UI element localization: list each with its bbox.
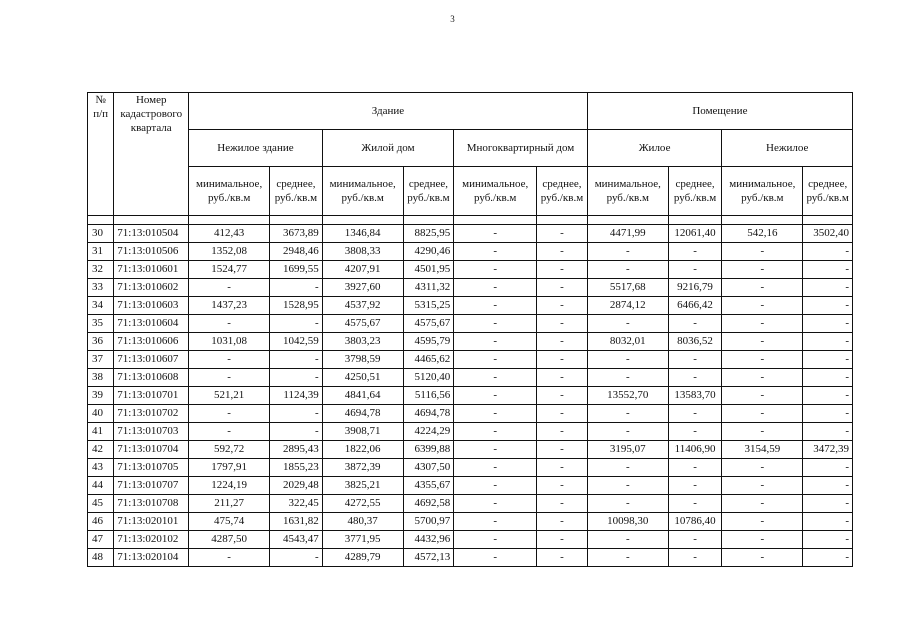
nonres-premises-avg-cell: - xyxy=(803,477,853,495)
cadastral-number-cell: 71:13:010608 xyxy=(114,369,189,387)
res-house-avg-cell: 5120,40 xyxy=(403,369,454,387)
apartment-avg-cell: - xyxy=(537,459,588,477)
apartment-min-cell: - xyxy=(454,531,537,549)
res-premises-avg-cell: 6466,42 xyxy=(668,297,722,315)
apartment-avg-cell: - xyxy=(537,513,588,531)
nonres-building-min-cell: 4287,50 xyxy=(189,531,270,549)
page-number: 3 xyxy=(450,14,455,24)
header-nonresidential: Нежилое xyxy=(722,130,853,167)
cadastral-number-cell: 71:13:010602 xyxy=(114,279,189,297)
res-house-avg-cell: 5700,97 xyxy=(403,513,454,531)
header-premises: Помещение xyxy=(587,93,852,130)
res-premises-min-cell: - xyxy=(587,405,668,423)
nonres-premises-avg-cell: - xyxy=(803,315,853,333)
table-row xyxy=(88,513,853,531)
nonres-building-min-cell: - xyxy=(189,405,270,423)
res-house-min-cell: 4250,51 xyxy=(322,369,403,387)
res-house-min-cell: 4841,64 xyxy=(322,387,403,405)
apartment-min-cell: - xyxy=(454,405,537,423)
res-premises-avg-cell: 11406,90 xyxy=(668,441,722,459)
res-premises-min-cell: - xyxy=(587,351,668,369)
header-avg: среднее, руб./кв.м xyxy=(537,167,588,216)
header-cadastral: Номер кадастрового квартала xyxy=(114,93,189,216)
nonres-premises-avg-cell: - xyxy=(803,513,853,531)
table-row xyxy=(88,297,853,315)
nonres-building-avg-cell: 4543,47 xyxy=(270,531,323,549)
res-house-avg-cell: 8825,95 xyxy=(403,225,454,243)
table-row xyxy=(88,333,853,351)
nonres-premises-avg-cell: - xyxy=(803,243,853,261)
apartment-avg-cell: - xyxy=(537,531,588,549)
nonres-premises-min-cell: - xyxy=(722,477,803,495)
res-premises-avg-cell: - xyxy=(668,405,722,423)
cadastral-number-cell: 71:13:010603 xyxy=(114,297,189,315)
cadastral-number-cell: 71:13:010601 xyxy=(114,261,189,279)
nonres-building-avg-cell: - xyxy=(270,369,323,387)
apartment-avg-cell: - xyxy=(537,369,588,387)
apartment-avg-cell: - xyxy=(537,477,588,495)
res-premises-avg-cell: - xyxy=(668,243,722,261)
res-premises-min-cell: - xyxy=(587,495,668,513)
res-house-min-cell: 3808,33 xyxy=(322,243,403,261)
nonres-premises-avg-cell: - xyxy=(803,387,853,405)
apartment-avg-cell: - xyxy=(537,261,588,279)
row-number-cell: 41 xyxy=(88,423,114,441)
res-premises-min-cell: 3195,07 xyxy=(587,441,668,459)
apartment-min-cell: - xyxy=(454,279,537,297)
res-premises-avg-cell: 9216,79 xyxy=(668,279,722,297)
res-house-avg-cell: 4311,32 xyxy=(403,279,454,297)
nonres-premises-avg-cell: - xyxy=(803,279,853,297)
nonres-building-min-cell: 1524,77 xyxy=(189,261,270,279)
res-premises-avg-cell: - xyxy=(668,531,722,549)
table-row xyxy=(88,315,853,333)
nonres-building-min-cell: 1224,19 xyxy=(189,477,270,495)
row-number-cell: 43 xyxy=(88,459,114,477)
nonres-building-avg-cell: 1528,95 xyxy=(270,297,323,315)
nonres-premises-avg-cell: 3472,39 xyxy=(803,441,853,459)
nonres-building-avg-cell: 2948,46 xyxy=(270,243,323,261)
res-premises-min-cell: - xyxy=(587,261,668,279)
res-premises-min-cell: - xyxy=(587,549,668,567)
nonres-premises-min-cell: - xyxy=(722,549,803,567)
header-residential: Жилое xyxy=(587,130,722,167)
row-number-cell: 47 xyxy=(88,531,114,549)
nonres-building-avg-cell: 1699,55 xyxy=(270,261,323,279)
res-house-avg-cell: 4224,29 xyxy=(403,423,454,441)
cadastral-number-cell: 71:13:010606 xyxy=(114,333,189,351)
nonres-premises-avg-cell: - xyxy=(803,297,853,315)
apartment-min-cell: - xyxy=(454,513,537,531)
table-row xyxy=(88,351,853,369)
res-premises-min-cell: - xyxy=(587,459,668,477)
nonres-building-min-cell: - xyxy=(189,351,270,369)
table-row xyxy=(88,405,853,423)
cadastral-number-cell: 71:13:020104 xyxy=(114,549,189,567)
row-number-cell: 44 xyxy=(88,477,114,495)
row-number-cell: 33 xyxy=(88,279,114,297)
apartment-avg-cell: - xyxy=(537,243,588,261)
res-house-min-cell: 3825,21 xyxy=(322,477,403,495)
nonres-premises-min-cell: - xyxy=(722,351,803,369)
nonres-building-avg-cell: 3673,89 xyxy=(270,225,323,243)
nonres-premises-min-cell: - xyxy=(722,279,803,297)
apartment-min-cell: - xyxy=(454,459,537,477)
row-number-cell: 38 xyxy=(88,369,114,387)
header-min: минимальное, руб./кв.м xyxy=(587,167,668,216)
res-house-avg-cell: 5116,56 xyxy=(403,387,454,405)
row-number-cell: 40 xyxy=(88,405,114,423)
res-house-min-cell: 3927,60 xyxy=(322,279,403,297)
apartment-min-cell: - xyxy=(454,243,537,261)
apartment-min-cell: - xyxy=(454,477,537,495)
nonres-premises-min-cell: - xyxy=(722,297,803,315)
cadastral-number-cell: 71:13:010607 xyxy=(114,351,189,369)
table-row xyxy=(88,225,853,243)
nonres-premises-avg-cell: - xyxy=(803,261,853,279)
header-spacer-row xyxy=(88,216,853,225)
nonres-premises-avg-cell: - xyxy=(803,333,853,351)
res-premises-min-cell: - xyxy=(587,423,668,441)
row-number-cell: 31 xyxy=(88,243,114,261)
apartment-avg-cell: - xyxy=(537,297,588,315)
table-row xyxy=(88,549,853,567)
res-house-min-cell: 3798,59 xyxy=(322,351,403,369)
nonres-building-avg-cell: - xyxy=(270,423,323,441)
res-house-avg-cell: 4501,95 xyxy=(403,261,454,279)
apartment-min-cell: - xyxy=(454,495,537,513)
res-premises-min-cell: 8032,01 xyxy=(587,333,668,351)
res-house-min-cell: 4289,79 xyxy=(322,549,403,567)
cadastral-number-cell: 71:13:020101 xyxy=(114,513,189,531)
nonres-premises-avg-cell: - xyxy=(803,369,853,387)
nonres-premises-avg-cell: - xyxy=(803,549,853,567)
res-premises-min-cell: - xyxy=(587,243,668,261)
apartment-min-cell: - xyxy=(454,225,537,243)
row-number-cell: 42 xyxy=(88,441,114,459)
row-number-cell: 37 xyxy=(88,351,114,369)
nonres-building-min-cell: 1352,08 xyxy=(189,243,270,261)
res-house-min-cell: 4207,91 xyxy=(322,261,403,279)
cadastral-number-cell: 71:13:010504 xyxy=(114,225,189,243)
row-number-cell: 39 xyxy=(88,387,114,405)
res-premises-avg-cell: 13583,70 xyxy=(668,387,722,405)
apartment-min-cell: - xyxy=(454,549,537,567)
header-avg: среднее, руб./кв.м xyxy=(803,167,853,216)
res-house-min-cell: 3771,95 xyxy=(322,531,403,549)
cadastral-number-cell: 71:13:010708 xyxy=(114,495,189,513)
nonres-building-avg-cell: - xyxy=(270,279,323,297)
res-house-avg-cell: 4355,67 xyxy=(403,477,454,495)
apartment-avg-cell: - xyxy=(537,549,588,567)
res-premises-avg-cell: 10786,40 xyxy=(668,513,722,531)
nonres-premises-min-cell: 542,16 xyxy=(722,225,803,243)
row-number-cell: 46 xyxy=(88,513,114,531)
res-house-min-cell: 4272,55 xyxy=(322,495,403,513)
nonres-premises-min-cell: - xyxy=(722,261,803,279)
row-number-cell: 34 xyxy=(88,297,114,315)
row-number-cell: 48 xyxy=(88,549,114,567)
res-house-min-cell: 3872,39 xyxy=(322,459,403,477)
nonres-building-min-cell: - xyxy=(189,549,270,567)
nonres-building-avg-cell: - xyxy=(270,549,323,567)
res-premises-min-cell: 10098,30 xyxy=(587,513,668,531)
cadastral-number-cell: 71:13:010701 xyxy=(114,387,189,405)
nonres-building-min-cell: 1437,23 xyxy=(189,297,270,315)
nonres-premises-avg-cell: - xyxy=(803,495,853,513)
apartment-avg-cell: - xyxy=(537,423,588,441)
apartment-avg-cell: - xyxy=(537,279,588,297)
row-number-cell: 30 xyxy=(88,225,114,243)
table-row xyxy=(88,423,853,441)
res-house-avg-cell: 4432,96 xyxy=(403,531,454,549)
res-premises-min-cell: 5517,68 xyxy=(587,279,668,297)
res-premises-avg-cell: - xyxy=(668,495,722,513)
res-premises-min-cell: - xyxy=(587,477,668,495)
apartment-min-cell: - xyxy=(454,315,537,333)
cadastral-number-cell: 71:13:010702 xyxy=(114,405,189,423)
res-house-avg-cell: 4575,67 xyxy=(403,315,454,333)
res-premises-min-cell: 4471,99 xyxy=(587,225,668,243)
nonres-building-min-cell: 1797,91 xyxy=(189,459,270,477)
nonres-premises-min-cell: - xyxy=(722,495,803,513)
nonres-building-avg-cell: - xyxy=(270,405,323,423)
apartment-avg-cell: - xyxy=(537,405,588,423)
nonres-building-min-cell: 412,43 xyxy=(189,225,270,243)
header-num: № п/п xyxy=(88,93,114,216)
cadastral-number-cell: 71:13:010705 xyxy=(114,459,189,477)
res-premises-avg-cell: - xyxy=(668,369,722,387)
nonres-premises-avg-cell: - xyxy=(803,423,853,441)
res-premises-avg-cell: 12061,40 xyxy=(668,225,722,243)
apartment-avg-cell: - xyxy=(537,315,588,333)
apartment-avg-cell: - xyxy=(537,495,588,513)
header-min: минимальное, руб./кв.м xyxy=(722,167,803,216)
cadastral-number-cell: 71:13:020102 xyxy=(114,531,189,549)
nonres-building-avg-cell: - xyxy=(270,351,323,369)
header-building: Здание xyxy=(189,93,588,130)
res-premises-min-cell: - xyxy=(587,369,668,387)
table-row xyxy=(88,279,853,297)
res-house-avg-cell: 4692,58 xyxy=(403,495,454,513)
cadastral-number-cell: 71:13:010604 xyxy=(114,315,189,333)
res-house-avg-cell: 4465,62 xyxy=(403,351,454,369)
res-house-min-cell: 1346,84 xyxy=(322,225,403,243)
cadastral-number-cell: 71:13:010506 xyxy=(114,243,189,261)
res-house-min-cell: 4694,78 xyxy=(322,405,403,423)
nonres-premises-min-cell: - xyxy=(722,243,803,261)
apartment-min-cell: - xyxy=(454,261,537,279)
res-premises-avg-cell: - xyxy=(668,315,722,333)
header-nonresidential-building: Нежилое здание xyxy=(189,130,323,167)
res-house-avg-cell: 5315,25 xyxy=(403,297,454,315)
nonres-building-avg-cell: 1855,23 xyxy=(270,459,323,477)
nonres-building-avg-cell: 1042,59 xyxy=(270,333,323,351)
apartment-min-cell: - xyxy=(454,297,537,315)
res-house-min-cell: 4537,92 xyxy=(322,297,403,315)
nonres-building-min-cell: - xyxy=(189,315,270,333)
nonres-building-min-cell: 211,27 xyxy=(189,495,270,513)
res-premises-avg-cell: 8036,52 xyxy=(668,333,722,351)
res-premises-min-cell: - xyxy=(587,315,668,333)
nonres-building-min-cell: 1031,08 xyxy=(189,333,270,351)
res-house-min-cell: 3908,71 xyxy=(322,423,403,441)
res-house-avg-cell: 4595,79 xyxy=(403,333,454,351)
header-min: минимальное, руб./кв.м xyxy=(322,167,403,216)
nonres-premises-min-cell: - xyxy=(722,531,803,549)
nonres-premises-min-cell: - xyxy=(722,405,803,423)
apartment-avg-cell: - xyxy=(537,333,588,351)
nonres-premises-min-cell: - xyxy=(722,513,803,531)
table-row xyxy=(88,459,853,477)
nonres-building-min-cell: - xyxy=(189,279,270,297)
res-house-avg-cell: 4307,50 xyxy=(403,459,454,477)
row-number-cell: 36 xyxy=(88,333,114,351)
nonres-premises-avg-cell: - xyxy=(803,459,853,477)
cadastral-number-cell: 71:13:010704 xyxy=(114,441,189,459)
table-row xyxy=(88,243,853,261)
apartment-avg-cell: - xyxy=(537,225,588,243)
nonres-premises-min-cell: - xyxy=(722,459,803,477)
header-min: минимальное, руб./кв.м xyxy=(189,167,270,216)
nonres-building-min-cell: 521,21 xyxy=(189,387,270,405)
res-premises-avg-cell: - xyxy=(668,423,722,441)
nonres-building-avg-cell: 1631,82 xyxy=(270,513,323,531)
apartment-min-cell: - xyxy=(454,387,537,405)
res-house-min-cell: 4575,67 xyxy=(322,315,403,333)
res-premises-avg-cell: - xyxy=(668,549,722,567)
nonres-premises-min-cell: - xyxy=(722,387,803,405)
header-avg: среднее, руб./кв.м xyxy=(270,167,323,216)
header-avg: среднее, руб./кв.м xyxy=(668,167,722,216)
cadastral-number-cell: 71:13:010707 xyxy=(114,477,189,495)
nonres-premises-min-cell: - xyxy=(722,333,803,351)
nonres-building-avg-cell: 1124,39 xyxy=(270,387,323,405)
res-house-avg-cell: 6399,88 xyxy=(403,441,454,459)
apartment-min-cell: - xyxy=(454,333,537,351)
apartment-min-cell: - xyxy=(454,369,537,387)
nonres-premises-min-cell: - xyxy=(722,315,803,333)
nonres-building-avg-cell: - xyxy=(270,315,323,333)
apartment-avg-cell: - xyxy=(537,351,588,369)
table-row xyxy=(88,531,853,549)
res-house-avg-cell: 4694,78 xyxy=(403,405,454,423)
table-row xyxy=(88,441,853,459)
row-number-cell: 35 xyxy=(88,315,114,333)
apartment-min-cell: - xyxy=(454,351,537,369)
nonres-premises-min-cell: - xyxy=(722,369,803,387)
nonres-premises-min-cell: 3154,59 xyxy=(722,441,803,459)
nonres-building-min-cell: - xyxy=(189,423,270,441)
apartment-avg-cell: - xyxy=(537,441,588,459)
nonres-building-min-cell: 592,72 xyxy=(189,441,270,459)
cadastral-number-cell: 71:13:010703 xyxy=(114,423,189,441)
res-premises-avg-cell: - xyxy=(668,477,722,495)
nonres-premises-min-cell: - xyxy=(722,423,803,441)
apartment-min-cell: - xyxy=(454,423,537,441)
res-premises-min-cell: 2874,12 xyxy=(587,297,668,315)
header-min: минимальное, руб./кв.м xyxy=(454,167,537,216)
header-apartment-building: Многоквартирный дом xyxy=(454,130,588,167)
table-row xyxy=(88,387,853,405)
nonres-building-min-cell: 475,74 xyxy=(189,513,270,531)
res-premises-min-cell: - xyxy=(587,531,668,549)
res-premises-avg-cell: - xyxy=(668,261,722,279)
row-number-cell: 45 xyxy=(88,495,114,513)
nonres-building-min-cell: - xyxy=(189,369,270,387)
res-house-min-cell: 1822,06 xyxy=(322,441,403,459)
header-avg: среднее, руб./кв.м xyxy=(403,167,454,216)
res-house-avg-cell: 4572,13 xyxy=(403,549,454,567)
row-number-cell: 32 xyxy=(88,261,114,279)
res-premises-avg-cell: - xyxy=(668,351,722,369)
nonres-premises-avg-cell: - xyxy=(803,405,853,423)
nonres-premises-avg-cell: 3502,40 xyxy=(803,225,853,243)
apartment-min-cell: - xyxy=(454,441,537,459)
res-premises-min-cell: 13552,70 xyxy=(587,387,668,405)
res-house-avg-cell: 4290,46 xyxy=(403,243,454,261)
res-house-min-cell: 3803,23 xyxy=(322,333,403,351)
table-row xyxy=(88,495,853,513)
cadastral-value-table xyxy=(87,92,853,567)
nonres-building-avg-cell: 2029,48 xyxy=(270,477,323,495)
nonres-premises-avg-cell: - xyxy=(803,351,853,369)
table-body xyxy=(88,225,853,567)
table-row xyxy=(88,477,853,495)
table-row xyxy=(88,369,853,387)
nonres-premises-avg-cell: - xyxy=(803,531,853,549)
nonres-building-avg-cell: 2895,43 xyxy=(270,441,323,459)
table-row xyxy=(88,261,853,279)
res-house-min-cell: 480,37 xyxy=(322,513,403,531)
header-residential-house: Жилой дом xyxy=(322,130,454,167)
apartment-avg-cell: - xyxy=(537,387,588,405)
nonres-building-avg-cell: 322,45 xyxy=(270,495,323,513)
res-premises-avg-cell: - xyxy=(668,459,722,477)
